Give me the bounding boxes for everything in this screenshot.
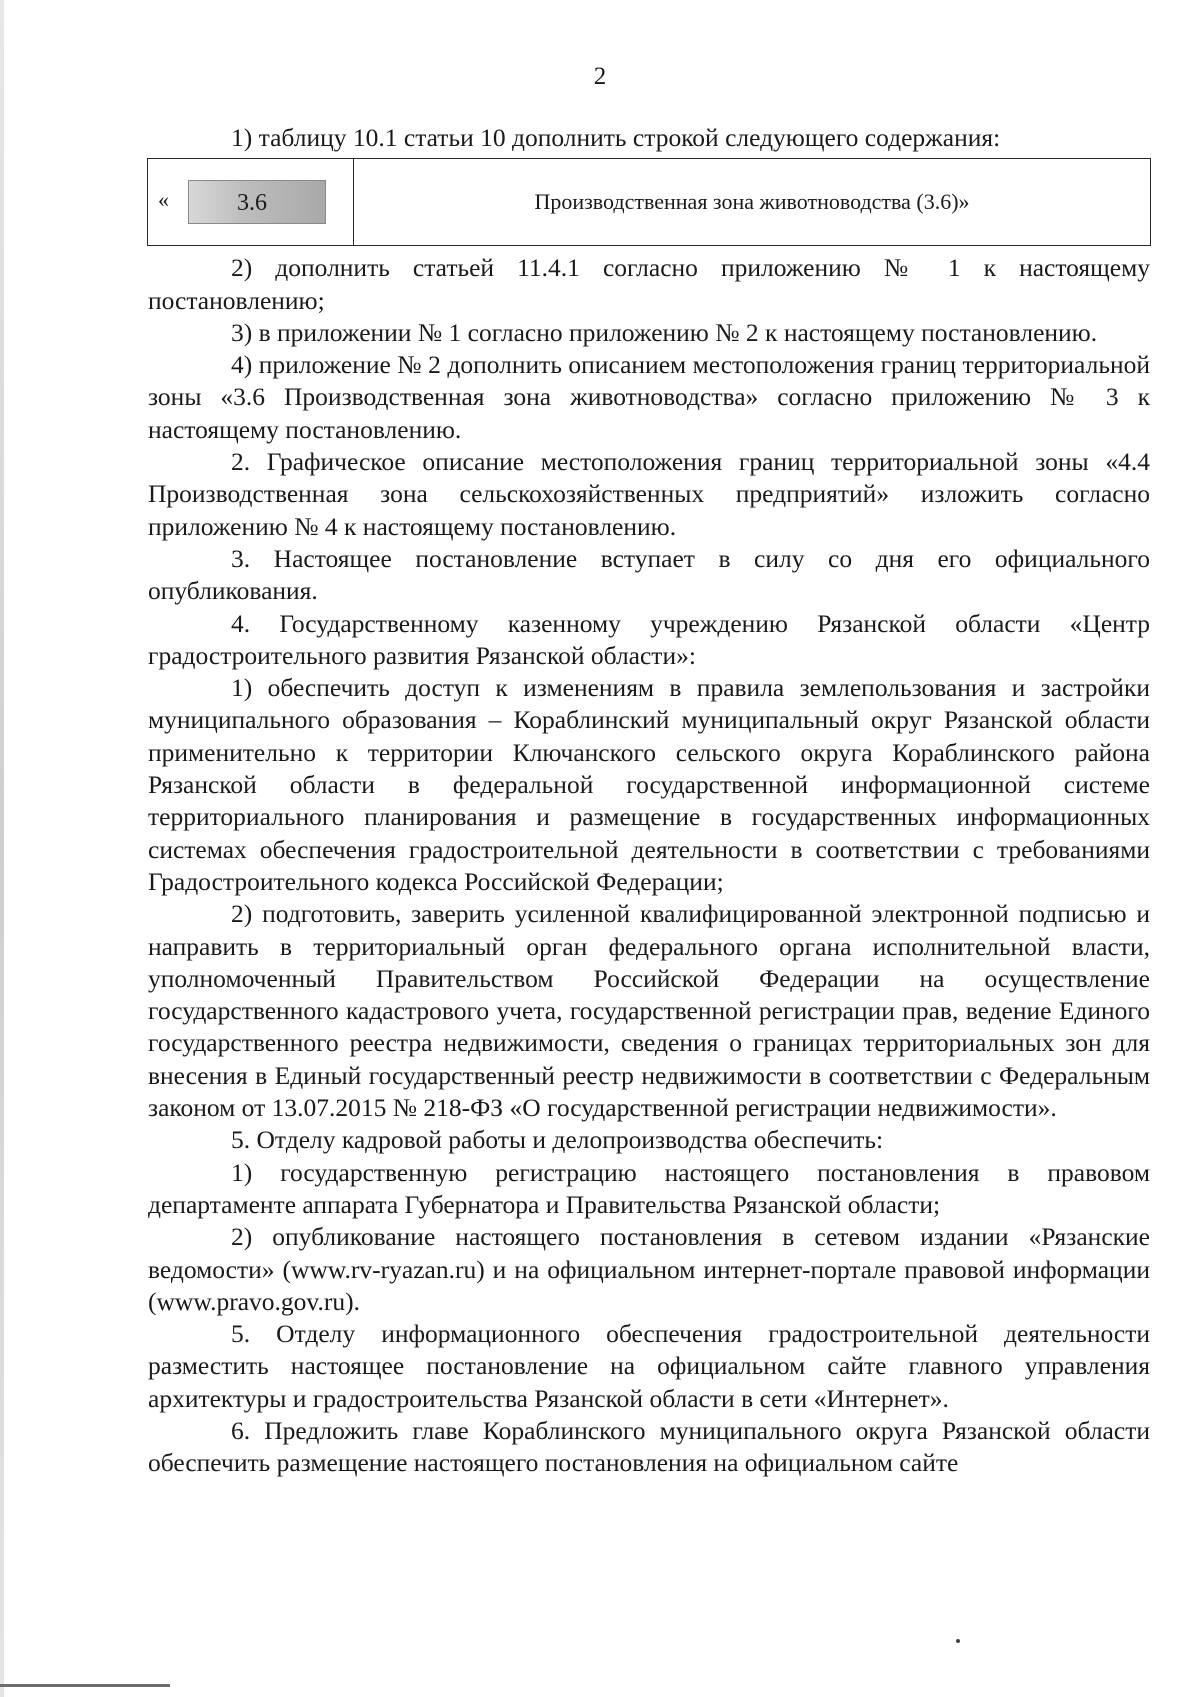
paragraph-item-3: 3) в приложении № 1 согласно приложению № 2 к настоящему постановлению.: [231, 317, 1098, 347]
paragraph-clause-3: 3. Настоящее постановление вступает в силу со дня его официального опубликования.: [148, 543, 1150, 606]
paragraph-clause-2: 2. Графическое описание местоположения границ территориальной зоны «4.4 Производственная зона сельскохозяйственных предприятий» изложить согласно приложению № 4 к настоящему постановлению.: [148, 447, 1150, 541]
document-body: [148, 122, 1150, 1480]
paragraph-clause-4-2: 2) подготовить, заверить усиленной квалифицированной электронной подписью и направить в территориальный орган федерального органа исполнительной власти, уполномоченный Правительством Российской Федерации на осуществление государственного кадастрового учета, государственной регистрации прав, ведение Единого государственного реестра недвижимости, сведения о границах территориальных зон для внесения в Единый государственный реестр недвижимости в соответствии с Федеральным законом от 13.07.2015 № 218-ФЗ «О государственной регистрации недвижимости».: [148, 899, 1150, 1123]
paragraph-item-4: 4) приложение № 2 дополнить описанием местоположения границ территориальной зоны «3.6 Производственная зона животноводства» согласно приложению № 3 к настоящему постановлению.: [148, 350, 1150, 444]
quote-open: «: [158, 187, 169, 213]
zone-code: 3.6: [188, 180, 326, 224]
paragraph-clause-4: 4. Государственному казенному учреждению Рязанской области «Центр градостроительного развития Рязанской области»:: [148, 608, 1150, 670]
paragraph-clause-5: 5. Отделу кадровой работы и делопроизводства обеспечить:: [231, 1125, 884, 1155]
scan-edge: [0, 0, 4, 1697]
paragraph-clause-5b: 5. Отделу информационного обеспечения градостроительной деятельности разместить настоящее постановление на официальном сайте главного управления архитектуры и градостроительства Рязанской области в сети «Интернет».: [148, 1319, 1150, 1413]
intro-paragraph: 1) таблицу 10.1 статьи 10 дополнить строкой следующего содержания:: [231, 123, 1001, 152]
paragraph-clause-5-1: 1) государственную регистрацию настоящего постановления в правовом департаменте аппарата Губернатора и Правительства Рязанской области;: [148, 1157, 1150, 1219]
paragraph-item-2: 2) дополнить статьей 11.4.1 согласно приложению № 1 к настоящему постановлению;: [148, 253, 1150, 315]
page-number: 2: [593, 63, 607, 90]
paragraph-clause-5-2: 2) опубликование настоящего постановления в сетевом издании «Рязанские ведомости» (www.rv-ryazan.ru) и на официальном интернет-портале правовой информации (www.pravo.gov.ru).: [148, 1222, 1150, 1316]
scan-line: [0, 1684, 170, 1687]
scan-dot: [956, 1639, 960, 1643]
paragraph-clause-4-1: 1) обеспечить доступ к изменениям в правила землепользования и застройки муниципального образования – Кораблинский муниципальный округ Рязанской области применительно к территории Ключанского сельского округа Кораблинского района Рязанской области в федеральной государственной информационной системе территориального планирования и размещение в государственных информационных системах обеспечения градостроительной деятельности в соответствии с требованиями Градостроительного кодекса Российской Федерации;: [148, 673, 1150, 896]
zone-table: [147, 158, 1151, 246]
paragraph-clause-6: 6. Предложить главе Кораблинского муниципального округа Рязанской области обеспечить размещение настоящего постановления на официальном сайте: [148, 1415, 1150, 1478]
table-row: [148, 159, 1151, 246]
zone-name-cell: Производственная зона животноводства (3.6)»: [354, 159, 1151, 246]
zone-code-cell: [148, 159, 354, 246]
